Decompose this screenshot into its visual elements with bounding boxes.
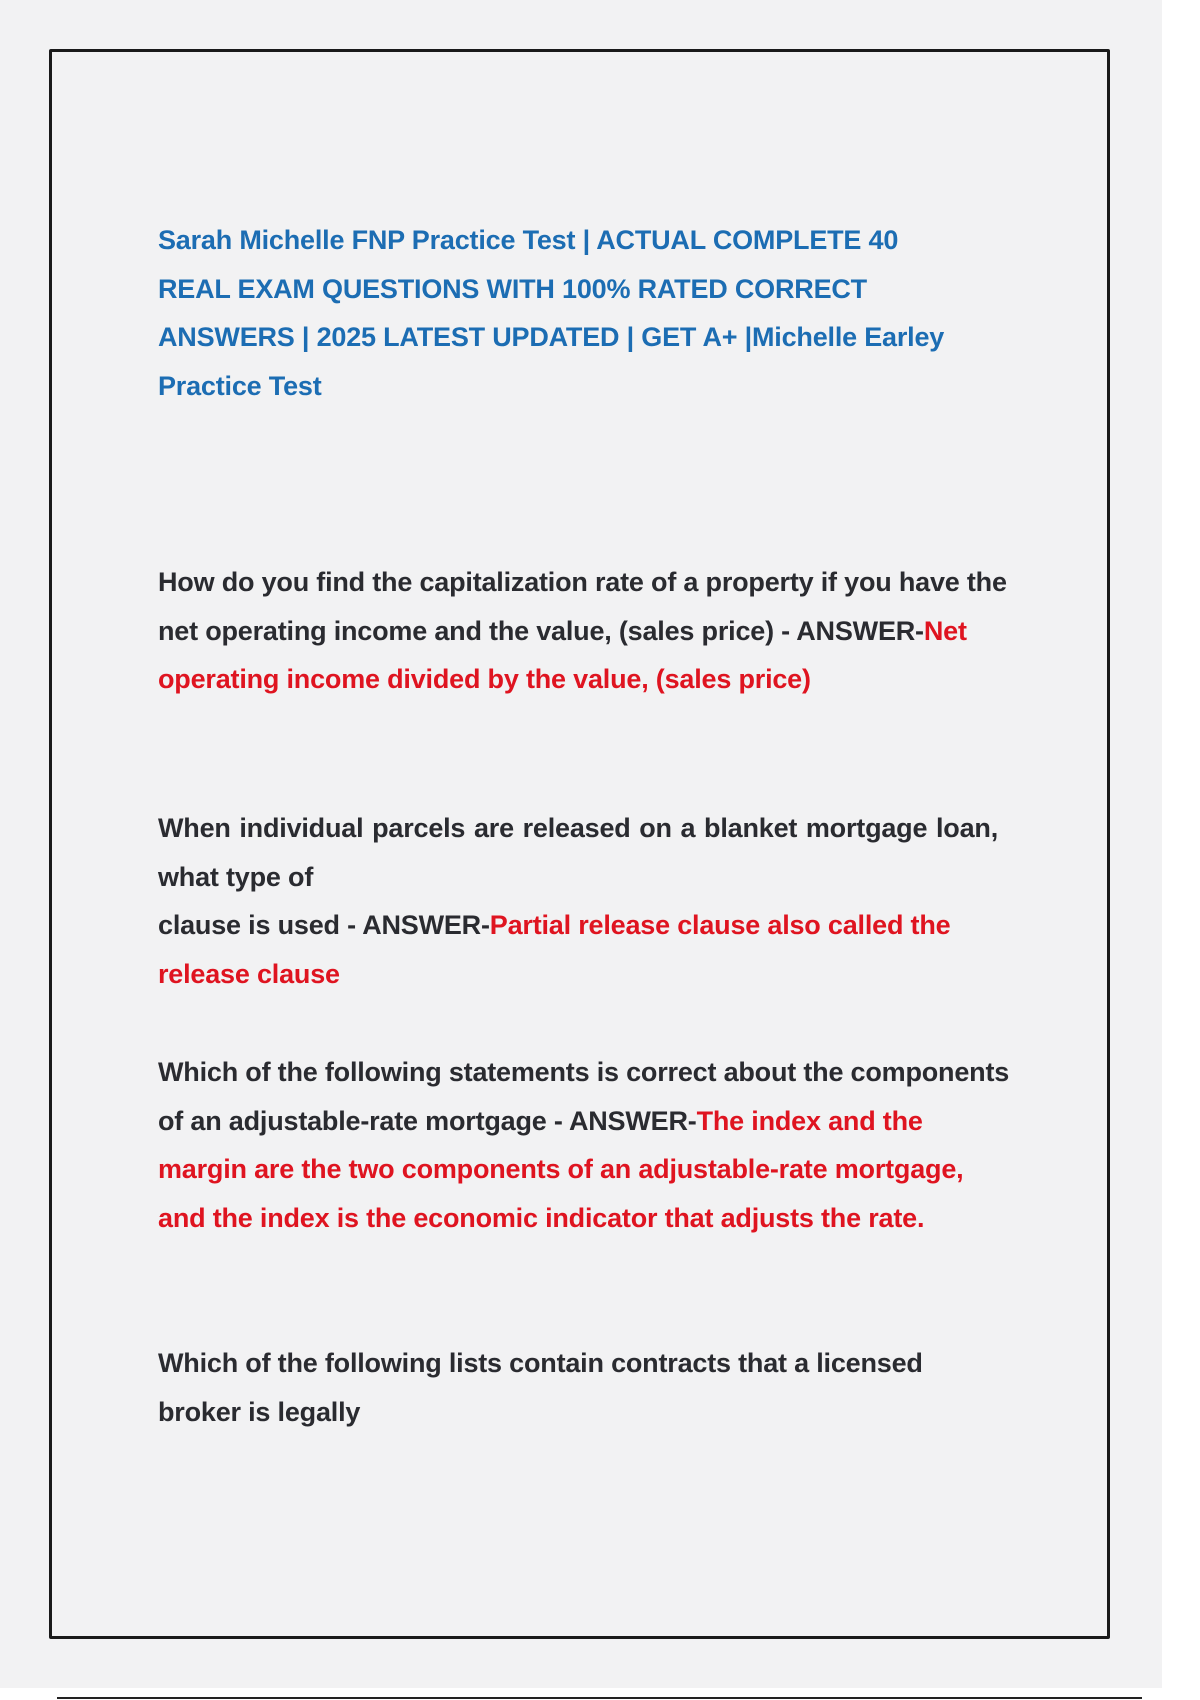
question-text: Which of the following lists contain contracts that a licensed broker is legally [158,1348,923,1427]
qa-item-2 [158,804,1018,998]
answer-text: Net operating income divided by the value, (sales price) [158,615,967,694]
title-line: Practice Test [158,370,322,401]
answer-text: Partial release clause also called the release clause [158,910,951,989]
title-line: ANSWERS | 2025 LATEST UPDATED | GET A+ |Michelle Earley [158,322,945,352]
title-line: Sarah Michelle FNP Practice Test | ACTUAL COMPLETE 40 [158,225,899,255]
answer-text: The index and the margin are the two components of an adjustable-rate mortgage, and the index is the economic indicator that adjusts the rate. [158,1105,964,1233]
question-text: How do you find the capitalization rate of a property if you have the net operating income and the value, (sales price) - ANSWER- [158,567,1007,646]
next-page-top-border [57,1697,1142,1699]
question-text-cont: clause is used - ANSWER- [158,910,490,940]
question-text: Which of the following statements is correct about the components of an adjustable-rate mortgage - ANSWER- [158,1057,1010,1136]
question-text: When individual parcels are released on a blanket mortgage loan, what type of [158,813,998,892]
title-line: REAL EXAM QUESTIONS WITH 100% RATED CORRECT [158,273,867,304]
document-title [158,216,1018,410]
qa-item-3 [158,1048,1018,1242]
qa-item-1 [158,558,1018,704]
qa-item-4 [158,1339,978,1436]
